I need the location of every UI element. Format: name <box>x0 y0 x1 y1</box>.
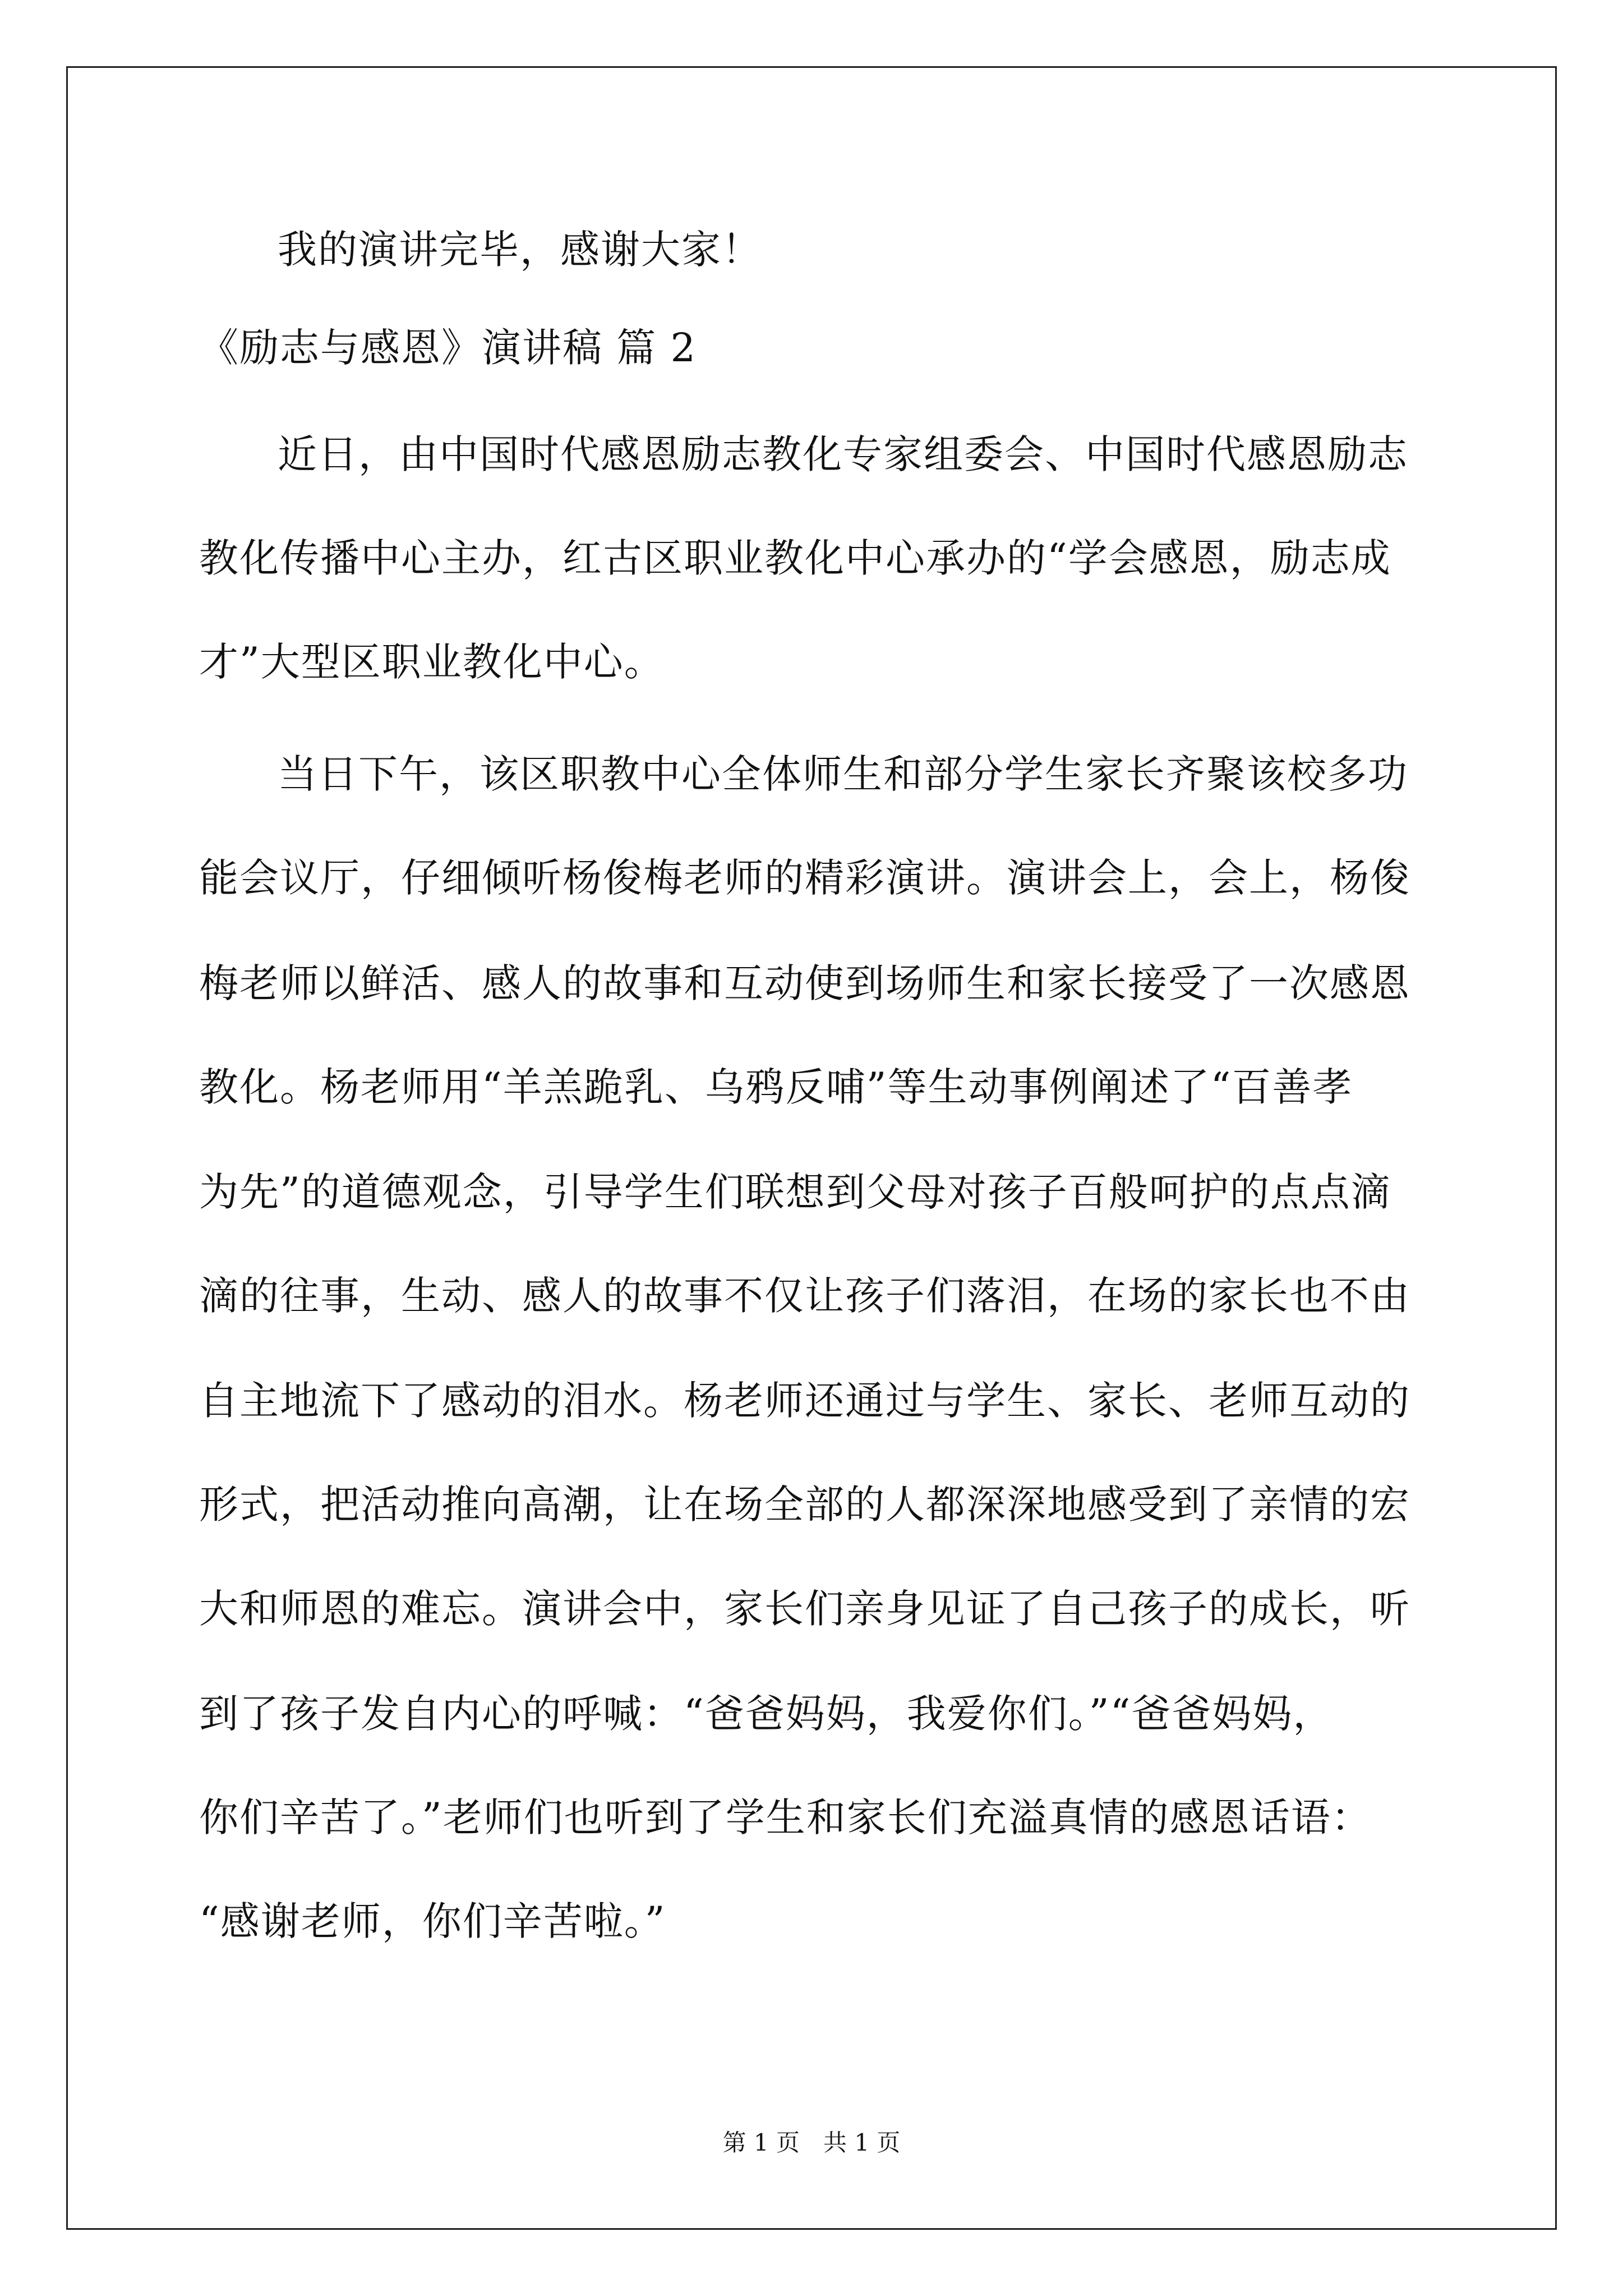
section-title: 《励志与感恩》演讲稿 篇 2 <box>199 325 697 371</box>
paragraph-2-line-12: “感谢老师，你们辛苦啦。” <box>199 1898 666 1944</box>
paragraph-1-line-3: 才”大型区职业教化中心。 <box>199 639 665 685</box>
paragraph-1-line-1: 近日，由中国时代感恩励志教化专家组委会、中国时代感恩励志 <box>278 431 1408 477</box>
paragraph-2-line-10: 到了孩子发自内心的呼喊：“爸爸妈妈，我爱你们。”“爸爸妈妈， <box>199 1691 1334 1737</box>
paragraph-2-line-9: 大和师恩的难忘。演讲会中，家长们亲身见证了自己孩子的成长，听 <box>199 1586 1410 1632</box>
paragraph-2-line-6: 滴的往事，生动、感人的故事不仅让孩子们落泪，在场的家长也不由 <box>199 1273 1410 1319</box>
paragraph-2-line-2: 能会议厅，仔细倾听杨俊梅老师的精彩演讲。演讲会上，会上，杨俊 <box>199 855 1410 901</box>
paragraph-2-line-4: 教化。杨老师用“羊羔跪乳、乌鸦反哺”等生动事例阐述了“百善孝 <box>199 1064 1353 1110</box>
closing-line: 我的演讲完毕，感谢大家！ <box>278 227 762 273</box>
paragraph-2-line-8: 形式，把活动推向高潮，让在场全部的人都深深地感受到了亲情的宏 <box>199 1481 1410 1527</box>
page-footer: 第 1 页 共 1 页 <box>722 2129 901 2156</box>
paragraph-2-line-11: 你们辛苦了。”老师们也听到了学生和家长们充溢真情的感恩话语： <box>199 1795 1372 1841</box>
paragraph-2-line-1: 当日下午，该区职教中心全体师生和部分学生家长齐聚该校多功 <box>278 751 1408 797</box>
paragraph-2-line-3: 梅老师以鲜活、感人的故事和互动使到场师生和家长接受了一次感恩 <box>199 960 1410 1006</box>
paragraph-1-line-2: 教化传播中心主办，红古区职业教化中心承办的“学会感恩，励志成 <box>199 535 1391 581</box>
paragraph-2-line-7: 自主地流下了感动的泪水。杨老师还通过与学生、家长、老师互动的 <box>199 1378 1410 1424</box>
paragraph-2-line-5: 为先”的道德观念，引导学生们联想到父母对孩子百般呵护的点点滴 <box>199 1169 1391 1215</box>
